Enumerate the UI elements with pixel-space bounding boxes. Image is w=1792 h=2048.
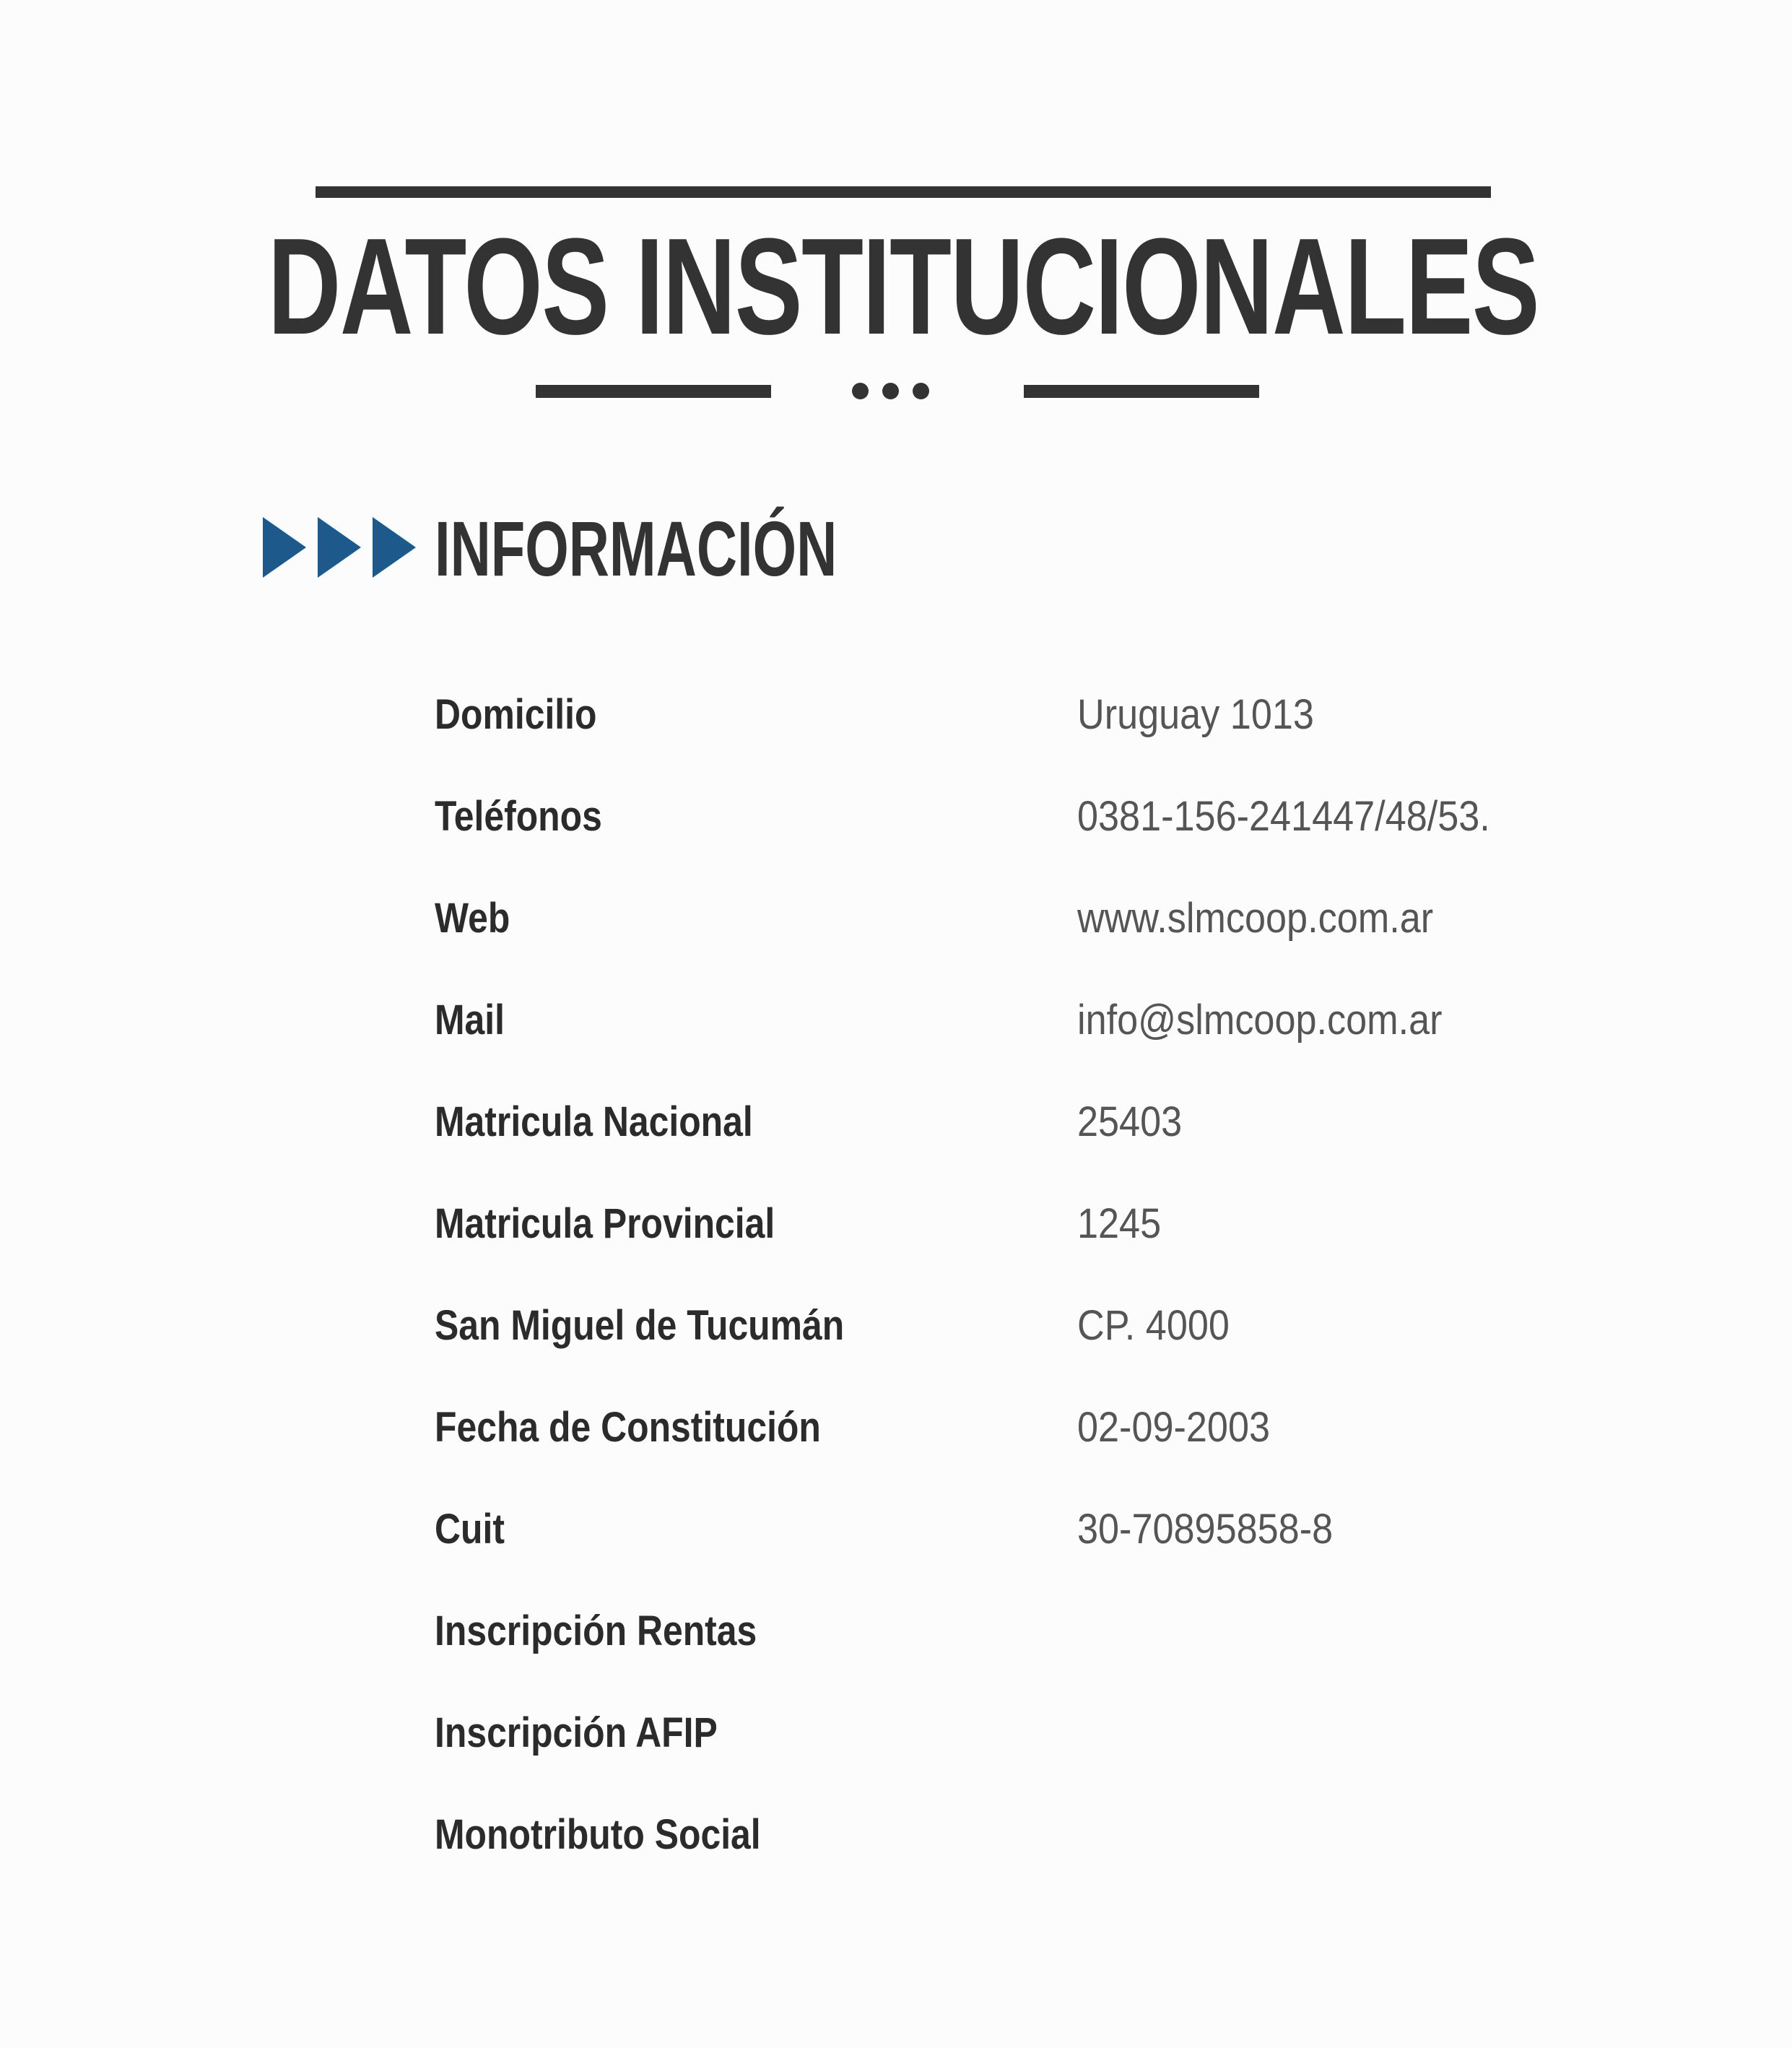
title-underline-right [1024, 385, 1259, 398]
info-row-ciudad [435, 1290, 1662, 1392]
info-row-monotributo-social [435, 1799, 1662, 1901]
info-label: Monotributo Social [435, 1811, 761, 1858]
info-row-web [435, 882, 1662, 984]
info-label: Web [435, 895, 510, 942]
info-value: 02-09-2003 [1077, 1404, 1271, 1451]
info-value: 30-70895858-8 [1077, 1506, 1334, 1553]
title-top-rule [316, 186, 1491, 198]
triangle-right-icon [318, 517, 361, 578]
info-label: Mail [435, 997, 505, 1043]
triangle-right-icon [373, 517, 416, 578]
info-row-matricula-nacional [435, 1086, 1662, 1188]
ellipsis-dot-icon [852, 383, 869, 399]
triangle-right-icon [263, 517, 306, 578]
info-value: 25403 [1077, 1098, 1183, 1145]
info-row-mail [435, 984, 1662, 1086]
ellipsis-dot-icon [882, 383, 899, 399]
info-value: www.slmcoop.com.ar [1077, 895, 1434, 942]
info-row-matricula-provincial [435, 1188, 1662, 1290]
info-value: info@slmcoop.com.ar [1077, 997, 1443, 1043]
info-row-cuit [435, 1493, 1662, 1595]
info-label: Cuit [435, 1506, 505, 1553]
info-label: San Miguel de Tucumán [435, 1302, 845, 1349]
info-label: Inscripción Rentas [435, 1607, 757, 1654]
title-underline-left [536, 385, 771, 398]
info-label: Matricula Nacional [435, 1098, 753, 1145]
info-value: 1245 [1077, 1200, 1162, 1247]
info-label: Domicilio [435, 691, 597, 738]
info-row-domicilio [435, 679, 1662, 781]
page-title: DATOS INSTITUCIONALES [267, 210, 1539, 363]
info-row-telefonos [435, 781, 1662, 882]
ellipsis-dot-icon [913, 383, 929, 399]
info-label: Teléfonos [435, 793, 602, 840]
section-title: INFORMACIÓN [435, 505, 838, 592]
info-row-inscripcion-rentas [435, 1595, 1662, 1697]
info-label: Inscripción AFIP [435, 1709, 718, 1756]
info-label: Fecha de Constitución [435, 1404, 821, 1451]
info-label: Matricula Provincial [435, 1200, 775, 1247]
info-row-fecha-constitucion [435, 1392, 1662, 1493]
info-value: 0381-156-241447/48/53. [1077, 793, 1490, 840]
info-value: CP. 4000 [1077, 1302, 1230, 1349]
info-row-inscripcion-afip [435, 1697, 1662, 1799]
info-list [435, 679, 1662, 1901]
info-value: Uruguay 1013 [1077, 691, 1314, 738]
